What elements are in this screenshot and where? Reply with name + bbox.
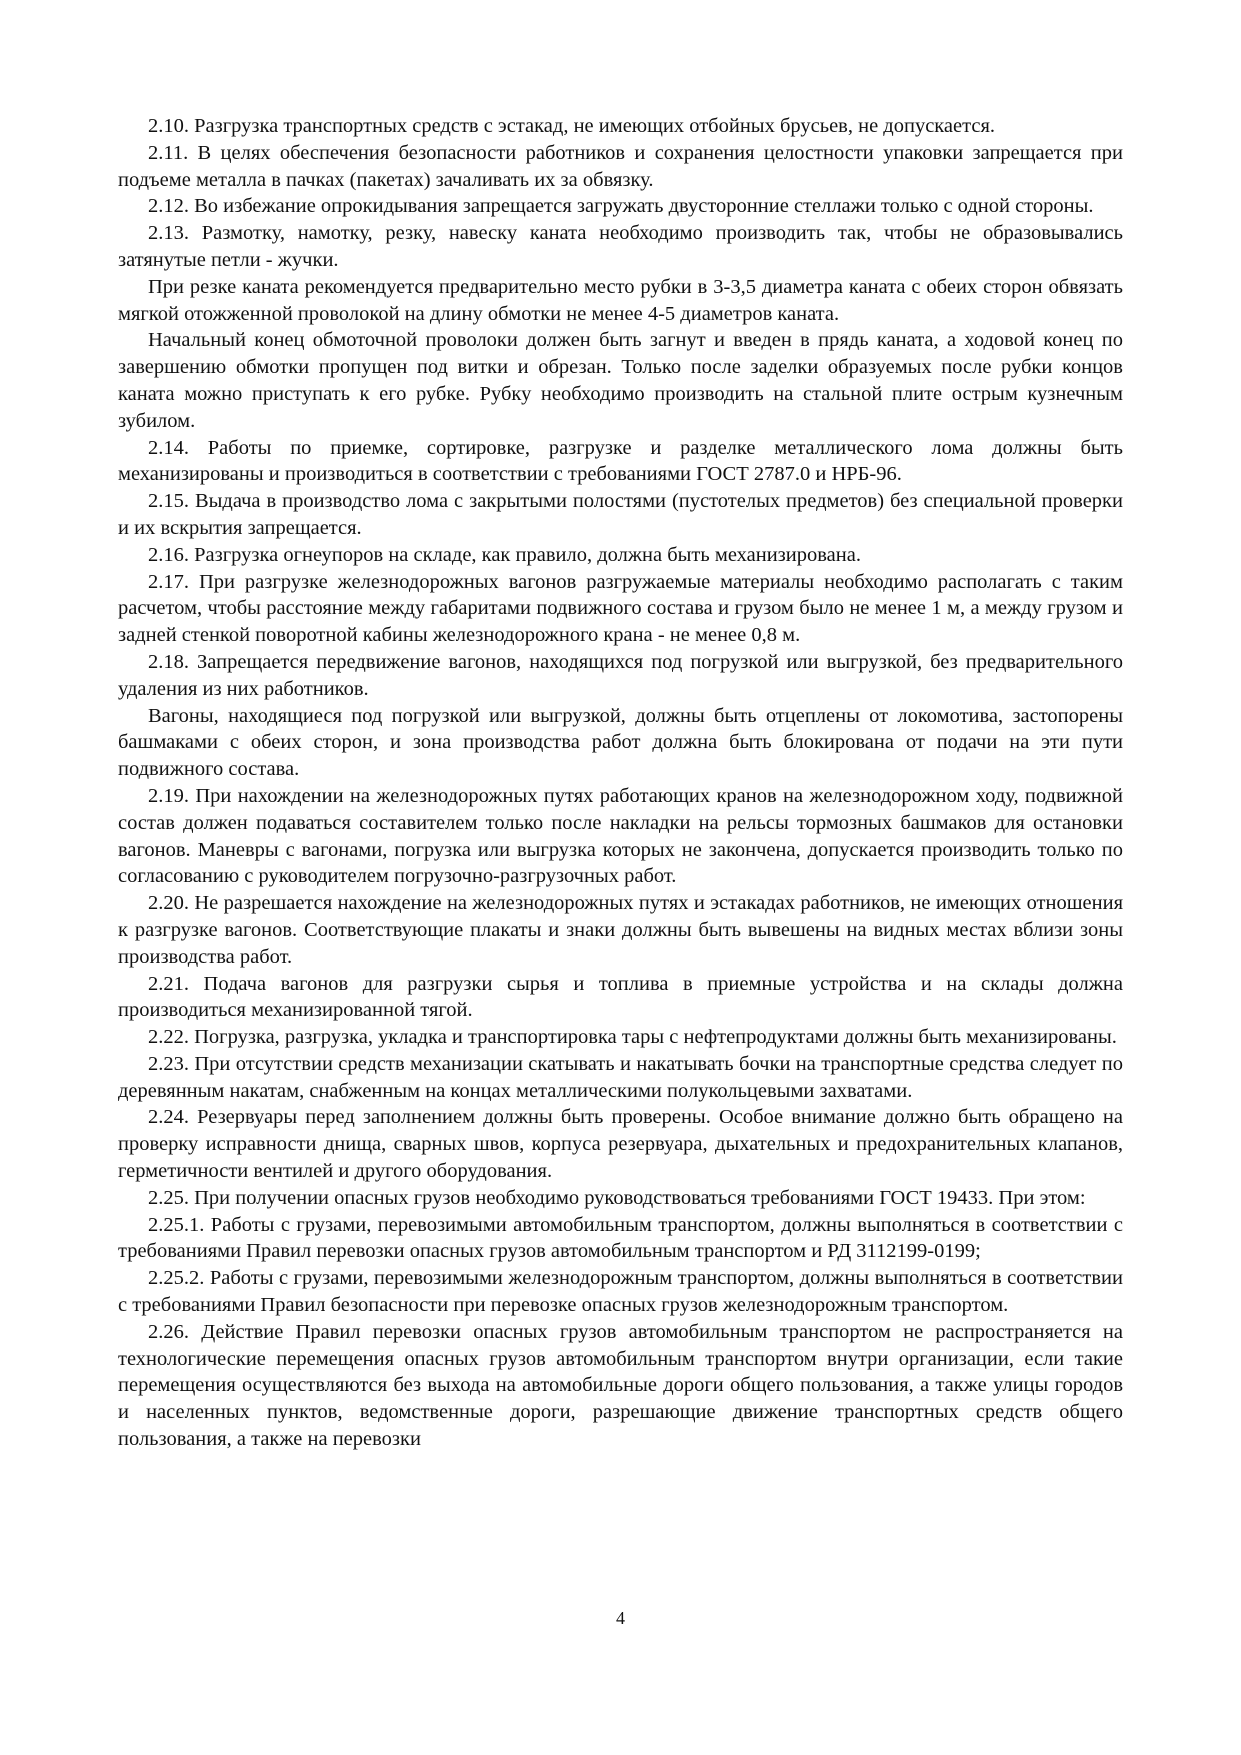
paragraph-2-13: 2.13. Размотку, намотку, резку, навеску каната необходимо производить так, чтобы не образовывались затянутые петли - жучки. — [118, 222, 1123, 271]
paragraph-2-15: 2.15. Выдача в производство лома с закрытыми полостями (пустотелых предметов) без специальной проверки и их вскрытия запрещается. — [118, 490, 1123, 539]
paragraph-2-14: 2.14. Работы по приемке, сортировке, разгрузке и разделке металлического лома должны быть механизированы и производиться в соответствии с требованиями ГОСТ 2787.0 и НРБ-96. — [118, 436, 1123, 486]
paragraph-wagons: Вагоны, находящиеся под погрузкой или выгрузкой, должны быть отцеплены от локомотива, застопорены башмаками с обеих сторон, и зона производства работ должна быть блокирована от подачи на эти пути подвижного состава. — [118, 704, 1123, 781]
paragraph-2-24: 2.24. Резервуары перед заполнением должны быть проверены. Особое внимание должно быть обращено на проверку исправности днища, сварных швов, корпуса резервуара, дыхательных и предохранительных клапанов, герметичности вентилей и другого оборудования. — [118, 1106, 1123, 1183]
paragraph-2-20: 2.20. Не разрешается нахождение на железнодорожных путях и эстакадах работников, не имеющих отношения к разгрузке вагонов. Соответствующие плакаты и знаки должны быть вывешены на видных местах вблизи зоны производства работ. — [118, 892, 1123, 968]
paragraph-2-10: 2.10. Разгрузка транспортных средств с эстакад, не имеющих отбойных брусьев, не допускается. — [148, 115, 995, 137]
paragraph-2-25-1: 2.25.1. Работы с грузами, перевозимыми автомобильным транспортом, должны выполняться в соответствии с требованиями Правил перевозки опасных грузов автомобильным транспортом и РД 3112199-0199; — [118, 1213, 1123, 1263]
paragraph-2-11: 2.11. В целях обеспечения безопасности работников и сохранения целостности упаковки запрещается при подъеме металла в пачках (пакетах) зачаливать их за обвязку. — [118, 141, 1123, 191]
paragraph-2-18: 2.18. Запрещается передвижение вагонов, находящихся под погрузкой или выгрузкой, без предварительного удаления из них работников. — [118, 650, 1123, 700]
paragraph-2-25-2: 2.25.2. Работы с грузами, перевозимыми железнодорожным транспортом, должны выполняться в соответствии с требованиями Правил безопасности при перевозке опасных грузов железнодорожным транспортом. — [118, 1267, 1123, 1317]
paragraph-2-12: 2.12. Во избежание опрокидывания запрещается загружать двусторонние стеллажи только с одной стороны. — [148, 195, 1094, 218]
paragraph-2-25: 2.25. При получении опасных грузов необходимо руководствоваться требованиями ГОСТ 19433. При этом: — [148, 1186, 1086, 1209]
paragraph-2-17: 2.17. При разгрузке железнодорожных вагонов разгружаемые материалы необходимо располагать с таким расчетом, чтобы расстояние между габаритами подвижного состава и грузом было не менее 1 м, а между грузом и задней стенкой поворотной кабины железнодорожного крана - не менее 0,8 м. — [118, 570, 1123, 647]
paragraph-2-16: 2.16. Разгрузка огнеупоров на складе, как правило, должна быть механизирована. — [148, 543, 861, 566]
paragraph-2-21: 2.21. Подача вагонов для разгрузки сырья и топлива в приемные устройства и на склады должна производиться механизированной тягой. — [118, 972, 1123, 1022]
paragraph-2-23: 2.23. При отсутствии средств механизации скатывать и накатывать бочки на транспортные средства следует по деревянным накатам, снабженным на концах металлическими полукольцевыми захватами. — [118, 1052, 1123, 1102]
document-page — [118, 113, 1123, 1453]
paragraph-2-19: 2.19. При нахождении на железнодорожных путях работающих кранов на железнодорожном ходу, подвижной состав должен подаваться составителем только после накладки на рельсы тормозных башмаков для остановки вагонов. Маневры с вагонами, погрузка или выгрузка которых не закончена, допускается производить только по согласованию с руководителем погрузочно-разгрузочных работ. — [118, 784, 1123, 888]
paragraph-wire-end: Начальный конец обмоточной проволоки должен быть загнут и введен в прядь каната, а ходовой конец по завершению обмотки пропущен под витки и обрезан. Только после заделки образуемых после рубки концов каната можно приступать к его рубке. Рубку необходимо производить на стальной плите острым кузнечным зубилом. — [118, 329, 1123, 432]
paragraph-2-26: 2.26. Действие Правил перевозки опасных грузов автомобильным транспортом не распространяется на технологические перемещения опасных грузов автомобильным транспортом внутри организации, если такие перемещения осуществляются без выхода на автомобильные дороги общего пользования, а также улицы городов и населенных пунктов, ведомственные дороги, разрешающие движение транспортных средств общего пользования, а также на перевозки — [118, 1320, 1123, 1451]
paragraph-2-22: 2.22. Погрузка, разгрузка, укладка и транспортировка тары с нефтепродуктами должны быть механизированы. — [148, 1026, 1117, 1049]
page-number: 4 — [616, 1608, 625, 1628]
paragraph-rope-cutting: При резке каната рекомендуется предварительно место рубки в 3-3,5 диаметра каната с обеих сторон обвязать мягкой отожженной проволокой на длину обмотки не менее 4-5 диаметров каната. — [118, 275, 1123, 325]
